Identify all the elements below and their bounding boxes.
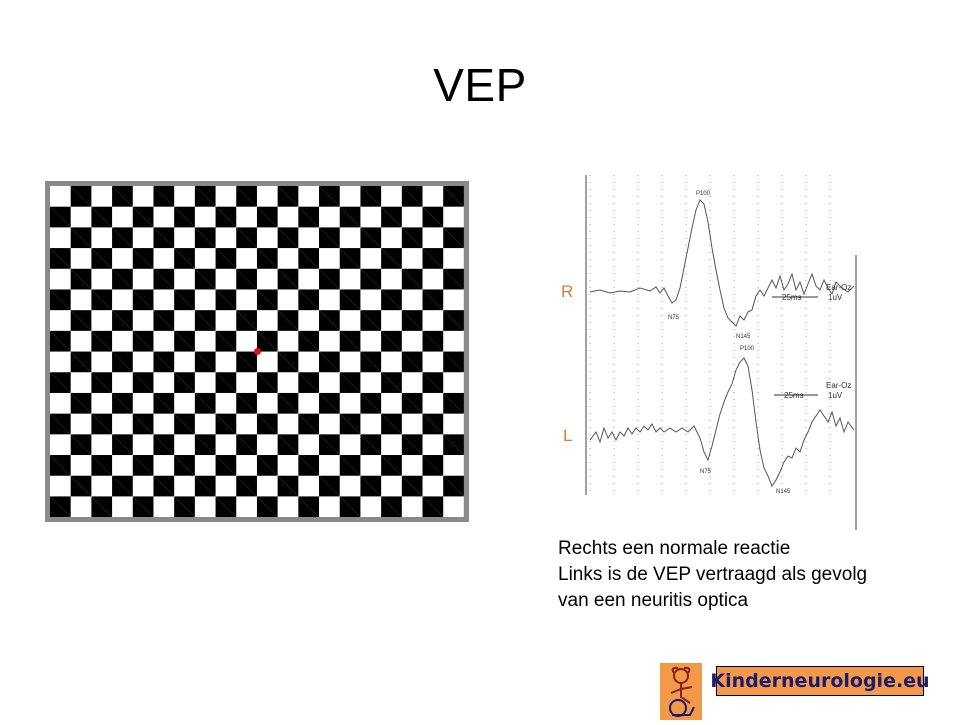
waveform-right bbox=[590, 200, 854, 326]
slide-title: VEP bbox=[433, 59, 527, 111]
time-scale-left: 25ms bbox=[784, 391, 804, 400]
grid-lines bbox=[590, 175, 830, 495]
amp-scale-left: 1uV bbox=[828, 391, 843, 400]
channel-label-right: Ear-Oz bbox=[826, 283, 852, 292]
channel-label-left: Ear-Oz bbox=[826, 381, 852, 390]
caption-line-1: Rechts een normale reactie bbox=[558, 538, 791, 559]
row-label-right: R bbox=[561, 282, 574, 301]
n75-label-right: N75 bbox=[668, 315, 680, 321]
n145-label-left: N145 bbox=[776, 489, 791, 495]
caption-line-2: Links is de VEP vertraagd als gevolg bbox=[558, 564, 868, 585]
caption-line-3: van een neuritis optica bbox=[558, 590, 749, 611]
row-label-left: L bbox=[563, 426, 573, 445]
time-scale-right: 25ms bbox=[782, 293, 802, 302]
peak-label-right: P100 bbox=[696, 191, 711, 197]
brand-logo: Kinderneurologie.eu bbox=[716, 666, 924, 696]
child-on-wheelchair-icon bbox=[660, 663, 702, 720]
peak-label-left: P100 bbox=[740, 346, 755, 352]
fixation-point bbox=[254, 348, 261, 355]
vep-waveform-figure bbox=[556, 170, 866, 530]
amp-scale-right: 1uV bbox=[828, 293, 843, 302]
n75-label-left: N75 bbox=[700, 469, 712, 475]
n145-label-right: N145 bbox=[736, 334, 751, 340]
waveform-left bbox=[590, 358, 854, 486]
caption bbox=[558, 536, 867, 614]
